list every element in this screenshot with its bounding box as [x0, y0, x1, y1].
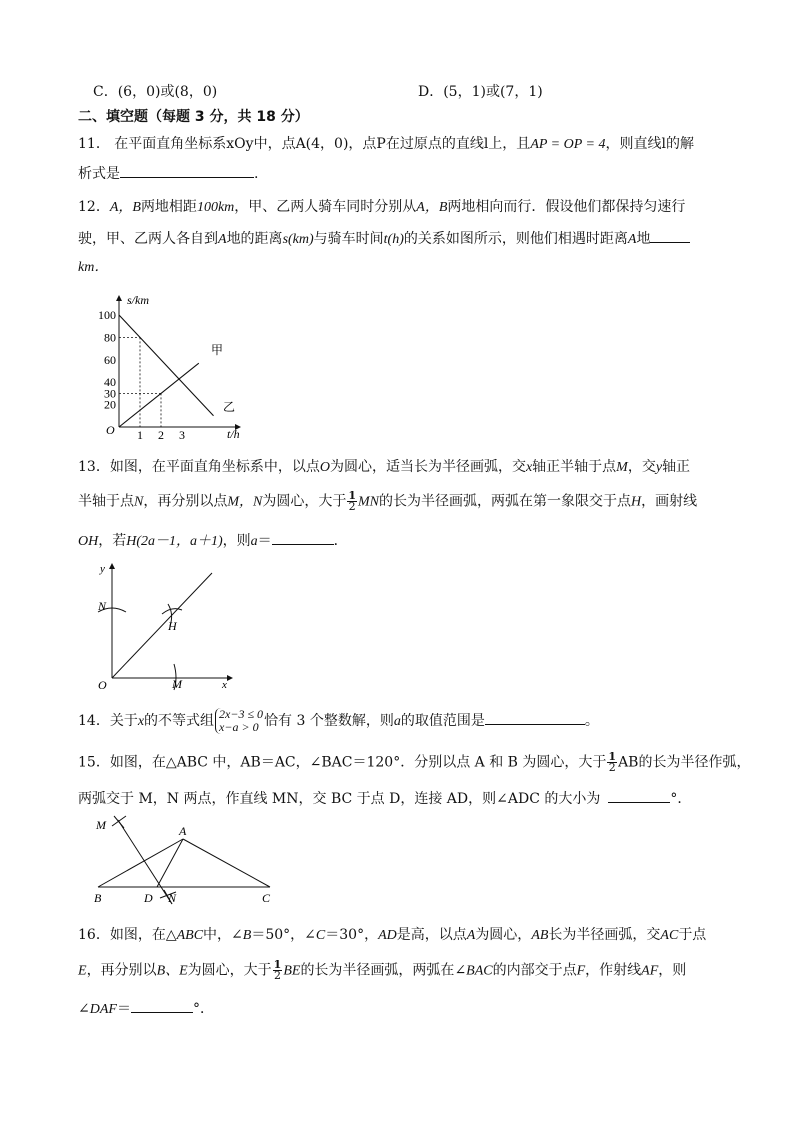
question-text: ，若 — [98, 533, 127, 549]
question-number: 12． — [78, 199, 110, 215]
fraction: $\frac{1}{2}$ — [273, 958, 282, 982]
question-text: ． — [333, 533, 348, 549]
question-15-line-1 — [78, 752, 750, 773]
math-var: ∠C — [304, 928, 326, 943]
ray-oh — [112, 573, 212, 678]
math-expression: AP = OP = 4 — [530, 137, 606, 152]
math-var: x — [137, 714, 145, 729]
question-text: 的长为半径画弧，两弧在第一象限交于点 — [379, 493, 631, 510]
fraction: $\frac{1}{2}$ — [608, 750, 617, 774]
math-var: A — [218, 232, 227, 247]
math-var: M，N — [227, 494, 263, 510]
math-var: H — [631, 494, 642, 510]
math-var: ∠BAC — [454, 963, 493, 979]
question-text: 的长为半径画弧，两弧在 — [300, 962, 455, 979]
math-var: H(2a－1，a＋1) — [126, 534, 223, 549]
math-var: A — [466, 928, 476, 943]
math-var: E — [78, 963, 87, 979]
dashed-guides — [119, 337, 161, 427]
question-14-line-1 — [78, 708, 599, 734]
question-text: ＝ — [257, 533, 272, 549]
question-text: ，则直线l的解 — [605, 136, 694, 152]
math-var: AC — [660, 928, 679, 943]
question-text: ＝30°， — [325, 927, 379, 943]
series-lines — [119, 315, 214, 427]
question-text: 为圆心，大于 — [262, 493, 347, 510]
question-text: 两地相距 — [140, 199, 197, 215]
label-b: B — [94, 891, 102, 905]
question-text: ，画射线 — [641, 493, 698, 510]
option-d: D．(5，1)或(7，1) — [418, 84, 543, 100]
label-c: C — [262, 891, 271, 905]
math-var: N — [134, 494, 144, 510]
question-text: 轴正 — [662, 459, 691, 475]
label-y: y — [100, 563, 105, 575]
question-text: ，交 — [627, 459, 656, 475]
question-text: 两地相向而行．假设他们都保持匀速行 — [447, 199, 686, 215]
question-text: ＝ — [116, 1001, 131, 1017]
line-label-yi: 乙 — [223, 400, 236, 414]
question-text: ＝50°， — [251, 927, 305, 943]
question-text: 为圆心，大于 — [187, 962, 272, 979]
x-tick-label: 1 — [137, 428, 143, 442]
question-text: ，则 — [222, 533, 251, 549]
y-tick-label: 100 — [98, 308, 116, 322]
question-text: 两弧交于 M，N 两点，作直线 MN，交 BC 于点 D，连接 AD，则∠ADC 的大小为 — [78, 791, 601, 807]
question-text: °． — [670, 791, 692, 807]
question-text: 如图，在 — [109, 927, 166, 943]
question-text: 与骑车时间 — [313, 231, 384, 247]
math-var: M — [616, 460, 628, 475]
question-12-line-2 — [78, 228, 690, 250]
math-var: a — [393, 714, 401, 729]
question-text: 为圆心，适当长为半径画弧，交 — [329, 459, 526, 475]
question-text: . — [254, 166, 259, 182]
label-h: H — [168, 619, 177, 633]
question-text: 关于 — [109, 713, 138, 729]
y-tick-label: 60 — [104, 352, 116, 367]
x-tick-label: 2 — [158, 428, 164, 442]
math-var: B、E — [156, 963, 188, 979]
question-text: 在平面直角坐标系xOy中，点A(4，0)，点P在过原点的直线l上，且 — [114, 136, 531, 152]
label-n: N — [168, 891, 177, 905]
math-var: t(h) — [383, 232, 404, 247]
triangle-figure-15 — [90, 814, 280, 906]
option-c: C．(6，0)或(8，0) — [93, 84, 218, 100]
x-tick-label: 3 — [179, 428, 185, 442]
distance-time-graph — [88, 288, 258, 444]
answer-blank[interactable] — [120, 163, 254, 178]
question-12-line-3: km． — [78, 260, 109, 275]
line-label-jia: 甲 — [211, 343, 224, 357]
label-n: N — [98, 599, 107, 613]
math-var: y — [655, 460, 663, 475]
y-tick-labels — [98, 308, 116, 412]
series-line-1 — [119, 315, 214, 416]
question-15-line-2 — [78, 788, 691, 809]
label-x: x — [222, 679, 227, 691]
question-12-line-1 — [78, 197, 685, 218]
y-axis-label: s/km — [127, 293, 149, 307]
question-text: 如图，在平面直角坐标系中，以点 — [109, 459, 320, 475]
question-text: 中， — [203, 927, 232, 943]
question-text: 的不等式组 — [144, 713, 215, 729]
question-13-line-2 — [78, 491, 697, 513]
question-text: 是高，以点 — [396, 927, 467, 943]
label-o: O — [98, 678, 107, 692]
construction-figure-13 — [90, 560, 240, 692]
math-var: x — [525, 460, 533, 475]
question-11-line-1 — [78, 134, 694, 155]
math-var: a — [250, 534, 258, 549]
math-var: A，B — [109, 200, 141, 215]
answer-blank[interactable] — [650, 228, 690, 243]
question-text: AB的长为半径作弧， — [618, 754, 751, 771]
question-number: 13． — [78, 459, 110, 475]
question-text: 的关系如图所示，则他们相遇时距离 — [403, 231, 628, 247]
math-var: A，B — [416, 200, 448, 215]
fraction: $\frac{1}{2}$ — [348, 489, 356, 513]
math-var: s(km) — [282, 232, 314, 247]
question-16-line-3 — [78, 998, 214, 1020]
answer-blank[interactable] — [485, 710, 585, 725]
question-text: 。 — [584, 713, 599, 729]
question-text: 析式是 — [78, 166, 120, 182]
arc-h-1 — [162, 609, 182, 614]
question-text: ，则 — [658, 962, 687, 979]
label-m: M — [96, 818, 106, 832]
question-text: 地的距离 — [226, 231, 283, 247]
label-a: A — [179, 824, 187, 838]
question-text: °． — [192, 1001, 214, 1017]
math-var: 100km — [196, 200, 235, 215]
question-text: 为圆心， — [475, 927, 532, 943]
answer-blank[interactable] — [272, 530, 334, 545]
math-var: AD — [378, 928, 397, 943]
question-text: 如图，在△ABC 中，AB＝AC，∠BAC＝120°．分别以点 A 和 B 为圆心，大于 — [109, 754, 607, 771]
math-var: A — [627, 232, 637, 247]
question-text: 地 — [636, 231, 651, 247]
question-text: 轴正半轴于点 — [532, 459, 617, 475]
question-text: ，再分别以点 — [143, 493, 228, 510]
question-number: 14． — [78, 713, 110, 729]
math-var: △ABC — [165, 928, 204, 943]
question-13-line-1 — [78, 457, 690, 478]
label-m: M — [172, 677, 182, 691]
question-text: 驶，甲、乙两人各自到 — [78, 231, 218, 247]
series-line-0 — [119, 363, 199, 427]
math-var: AB — [531, 928, 549, 943]
question-text: ，作射线 — [585, 962, 642, 979]
question-text: 的内部交于点 — [492, 962, 577, 979]
question-16-line-1 — [78, 925, 706, 946]
question-text: 恰有 3 个整数解，则 — [264, 713, 394, 729]
math-var: O — [319, 460, 330, 475]
question-number: 16． — [78, 927, 110, 943]
question-text: ，再分别以 — [86, 962, 157, 979]
question-11-line-2 — [78, 163, 258, 184]
label-d: D — [144, 891, 153, 905]
math-var: ∠B — [231, 928, 252, 943]
math-var: BE — [283, 963, 301, 979]
side-ac — [183, 839, 270, 887]
question-16-line-2 — [78, 960, 686, 982]
question-text: ，甲、乙两人骑车同时分别从 — [234, 199, 417, 215]
inequality-system: 2x−3 ≤ 0 x−a > 0 — [215, 708, 263, 734]
answer-blank[interactable] — [131, 998, 193, 1013]
math-var: MN — [358, 494, 379, 510]
question-text: 于点 — [678, 927, 707, 943]
question-text: 半轴于点 — [78, 493, 134, 510]
answer-blank[interactable] — [608, 788, 670, 803]
y-tick-label: 30 — [104, 386, 116, 401]
y-tick-label: 80 — [104, 330, 116, 345]
question-13-line-3 — [78, 530, 348, 552]
y-tick-label: 20 — [104, 397, 116, 412]
math-var: AF — [641, 963, 659, 979]
math-var: OH — [78, 534, 99, 549]
question-text: 长为半径画弧，交 — [548, 927, 661, 943]
y-tick-label: 40 — [104, 375, 116, 390]
arc-m — [112, 816, 126, 828]
math-var: F — [576, 963, 586, 979]
section-title: 二、填空题（每题 3 分，共 18 分） — [78, 109, 309, 125]
origin-label: O — [106, 423, 115, 437]
x-tick-labels — [137, 428, 185, 442]
question-number: 15． — [78, 754, 110, 771]
math-var: ∠DAF — [78, 1002, 117, 1017]
question-text: 的取值范围是 — [400, 713, 485, 729]
question-number: 11． — [78, 136, 110, 152]
x-axis-label: t/h — [227, 427, 240, 441]
